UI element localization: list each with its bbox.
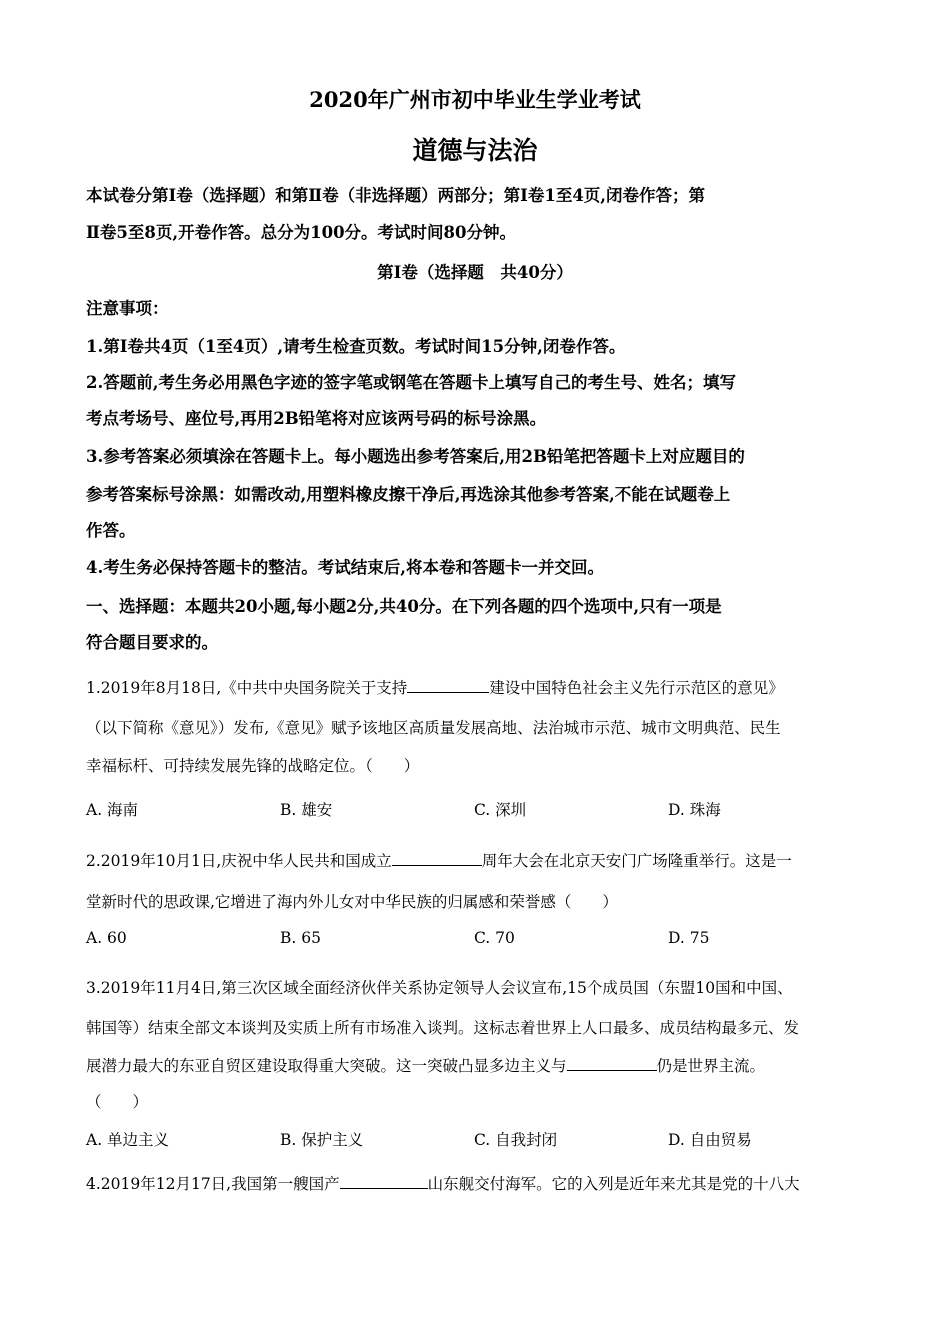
intro-line-1: 本试卷分第Ⅰ卷（选择题）和第Ⅱ卷（非选择题）两部分；第Ⅰ卷1至4页,闭卷作答；第 xyxy=(86,186,706,205)
q2-option-a: A. 60 xyxy=(86,929,127,947)
exam-title: 2020年广州市初中毕业生学业考试 xyxy=(309,87,641,112)
intro-line-2: Ⅱ卷5至8页,开卷作答。总分为100分。考试时间80分钟。 xyxy=(86,223,517,242)
notice-3: 3.参考答案必须填涂在答题卡上。每小题选出参考答案后,用2B铅笔把答题卡上对应题目的 xyxy=(86,447,745,466)
q1-option-c: C. 深圳 xyxy=(474,801,527,819)
notice-2: 2.答题前,考生务必用黑色字迹的签字笔或钢笔在答题卡上填写自己的考生号、姓名；填写 xyxy=(86,373,736,392)
question-3-line-4: （ ） xyxy=(86,1093,149,1111)
notice-3-cont-2: 作答。 xyxy=(86,521,136,540)
answer-blank xyxy=(340,1174,428,1189)
q2-option-d: D. 75 xyxy=(668,929,710,947)
q1-option-d: D. 珠海 xyxy=(668,801,721,819)
q3-option-d: D. 自由贸易 xyxy=(668,1131,752,1149)
question-1-line-2: （以下简称《意见》）发布,《意见》赋予该地区高质量发展高地、法治城市示范、城市文明典范、民生 xyxy=(86,719,781,737)
q3-option-c: C. 自我封闭 xyxy=(474,1131,558,1149)
section-heading-cont: 符合题目要求的。 xyxy=(86,633,218,652)
notice-2-cont: 考点考场号、座位号,再用2B铅笔将对应该两号码的标号涂黑。 xyxy=(86,409,547,428)
section-heading: 一、选择题：本题共20小题,每小题2分,共40分。在下列各题的四个选项中,只有一项是 xyxy=(86,597,722,616)
question-2-line-1: 2.2019年10月1日,庆祝中华人民共和国成立 周年大会在北京天安门广场隆重举行。这是一 xyxy=(86,852,792,870)
question-2-line-2: 堂新时代的思政课,它增进了海内外儿女对中华民族的归属感和荣誉感（ ） xyxy=(86,893,618,911)
question-1-line-3: 幸福标杆、可持续发展先锋的战略定位。（ ） xyxy=(86,757,420,775)
question-3-line-2: 韩国等）结束全部文本谈判及实质上所有市场准入谈判。这标志着世界上人口最多、成员结构最多元、发 xyxy=(86,1019,800,1037)
answer-blank xyxy=(567,1056,657,1071)
question-3-line-1: 3.2019年11月4日,第三次区域全面经济伙伴关系协定领导人会议宣布,15个成员国（东盟10国和中国、 xyxy=(86,979,793,997)
notice-1: 1.第Ⅰ卷共4页（1至4页）,请考生检查页数。考试时间15分钟,闭卷作答。 xyxy=(86,337,626,356)
q3-option-b: B. 保护主义 xyxy=(280,1131,364,1149)
subject-title: 道德与法治 xyxy=(412,136,538,165)
notice-3-cont: 参考答案标号涂黑：如需改动,用塑料橡皮擦干净后,再选涂其他参考答案,不能在试题卷上 xyxy=(86,485,731,504)
q2-option-b: B. 65 xyxy=(280,929,321,947)
question-3-line-3: 展潜力最大的东亚自贸区建设取得重大突破。这一突破凸显多边主义与 仍是世界主流。 xyxy=(86,1057,766,1075)
question-1-line-1: 1.2019年8月18日,《中共中央国务院关于支持 建设中国特色社会主义先行示范区的意见》 xyxy=(86,679,784,697)
part-heading: 第Ⅰ卷（选择题 共40分） xyxy=(377,263,573,282)
q1-option-b: B. 雄安 xyxy=(280,801,333,819)
q1-option-a: A. 海南 xyxy=(86,801,139,819)
q2-option-c: C. 70 xyxy=(474,929,515,947)
question-4-line-1: 4.2019年12月17日,我国第一艘国产 山东舰交付海军。它的入列是近年来尤其是党的十八大 xyxy=(86,1175,800,1193)
answer-blank xyxy=(392,851,482,866)
notice-4: 4.考生务必保持答题卡的整洁。考试结束后,将本卷和答题卡一并交回。 xyxy=(86,558,604,577)
q3-option-a: A. 单边主义 xyxy=(86,1131,170,1149)
notice-heading: 注意事项： xyxy=(86,299,169,318)
answer-blank xyxy=(407,678,489,693)
